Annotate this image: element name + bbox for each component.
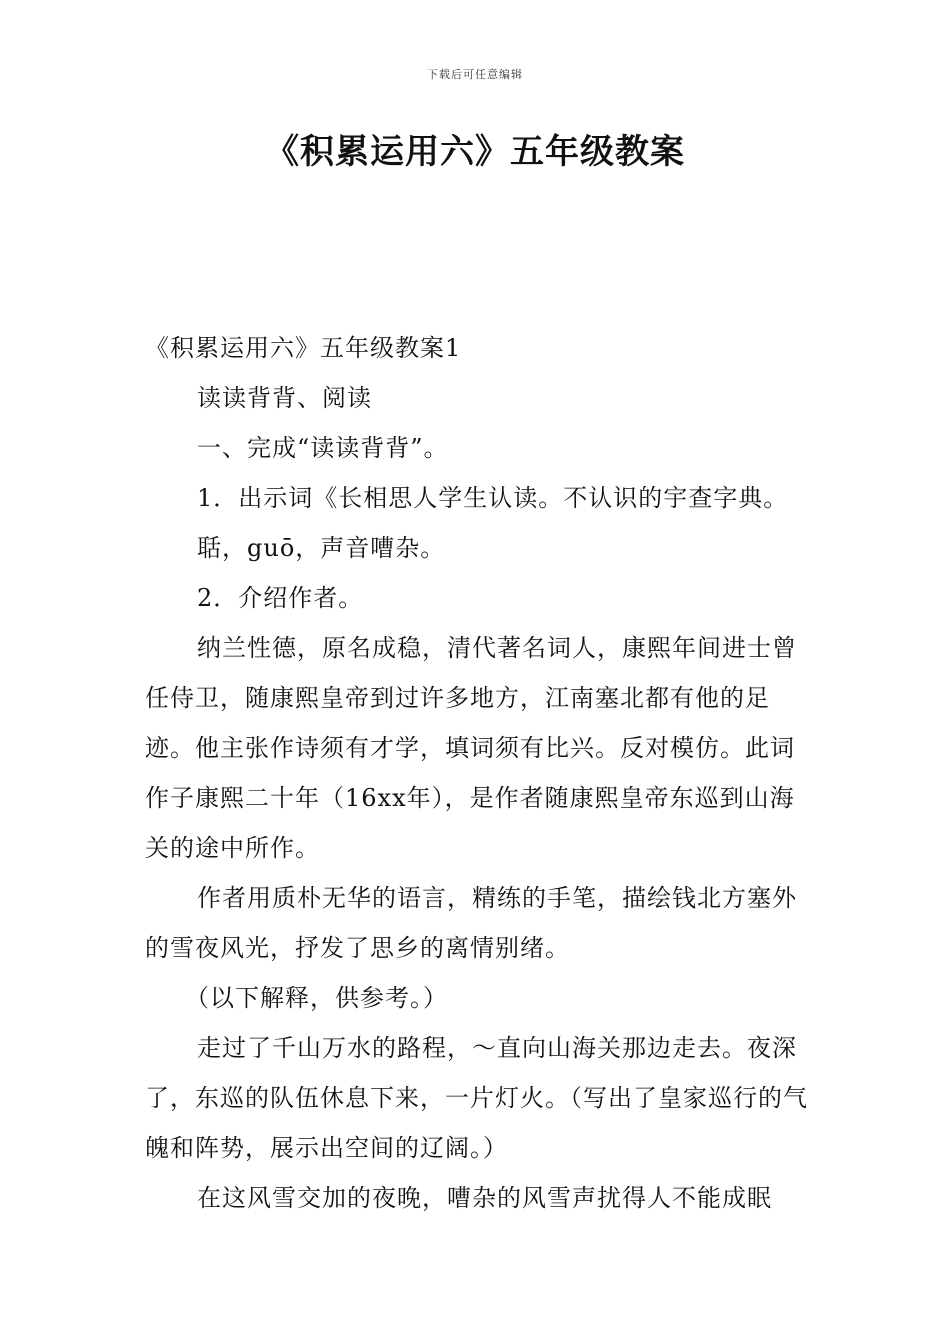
lesson-subtitle: 《积累运用六》五年级教案1 (145, 334, 462, 362)
item-one: 1．出示词《长相思人学生认读。不认识的宇查字典。 (197, 484, 789, 512)
document-title: 《积累运用六》五年级教案 (265, 132, 685, 172)
document-body (145, 323, 810, 1223)
night-paragraph: 在这风雪交加的夜晚，嘈杂的风雪声扰得人不能成眠 (197, 1184, 772, 1212)
step-one: 一、完成“读读背背”。 (197, 434, 449, 462)
reference-note: （以下解释，供参考。） (185, 984, 448, 1012)
item-two: 2．介绍作者。 (197, 584, 364, 612)
journey-paragraph: 走过了千山万水的路程，～直向山海关那边走去。夜深了，东巡的队伍休息下来，一片灯火。（写出了皇家巡行的气魄和阵势，展示出空间的辽阔。） (145, 1034, 808, 1162)
section-heading: 读读背背、阅读 (197, 384, 372, 412)
author-paragraph: 纳兰性德，原名成稳，清代著名词人，康熙年间进士曾任侍卫，随康熙皇帝到过许多地方，江南塞北都有他的足迹。他主张作诗须有才学，填词须有比兴。反对模仿。此词作子康熙二十年（16xx年），是作者随康熙皇帝东巡到山海关的途中所作。 (145, 634, 797, 862)
style-paragraph: 作者用质朴无华的语言，精练的手笔，描绘钱北方塞外的雪夜风光，抒发了思乡的离情别绪。 (145, 884, 797, 962)
note-guo: 聒，guō，声音嘈杂。 (197, 534, 446, 562)
header-note: 下载后可任意编辑 (427, 68, 523, 81)
